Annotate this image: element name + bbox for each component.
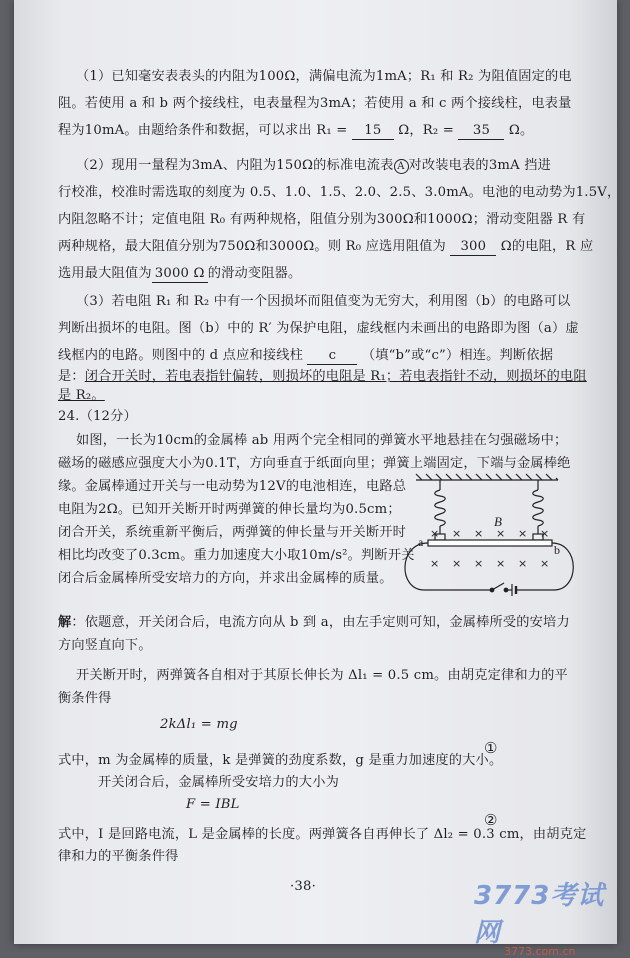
solution-line1 xyxy=(58,614,570,631)
metal-rod xyxy=(428,540,552,546)
field-label-b: B xyxy=(494,514,502,529)
part3-line2: 判断出损坏的电阻。图（b）中的 R′ 为保护电阻，虚线框内未画出的电路即为图（a）虚 xyxy=(58,321,579,336)
answer-point: c xyxy=(307,347,357,365)
svg-text:×: × xyxy=(518,527,528,540)
answer-rmax: 3000 Ω xyxy=(152,265,208,283)
q24-line: 电阻为2Ω。已知开关断开时两弹簧的伸长量均为0.5cm； xyxy=(58,502,401,517)
solution-line7: 式中，I 是回路电流，L 是金属棒的长度。两弹簧各自再伸长了 Δl₂ = 0.3 cm，由胡克定 xyxy=(58,827,587,842)
spring-rod-circuit-figure xyxy=(394,470,574,610)
svg-text:×: × xyxy=(452,527,462,540)
answer-basis-2: 是 R₂。 xyxy=(58,388,105,403)
solution-line1-text: ：依题意，开关闭合后，电流方向从 b 到 a，由左手定则可知，金属棒所受的安培力 xyxy=(71,615,570,630)
solution-line8: 律和力的平衡条件得 xyxy=(58,849,179,864)
equation-1-number: ① xyxy=(484,739,498,757)
part2-line1 xyxy=(76,157,551,174)
solution-line6: 开关闭合后，金属棒所受安培力的大小为 xyxy=(98,775,339,790)
q24-line: 如图，一长为10cm的金属棒 ab 用两个完全相同的弹簧水平地悬挂在匀强磁场中； xyxy=(76,433,568,448)
watermark-sub: 3773.com.cn xyxy=(504,945,576,958)
part3-line3 xyxy=(58,347,553,365)
equation-1: 2kΔl₁ = mg xyxy=(160,717,238,732)
part2-line4-post: Ω的电阻，R 应 xyxy=(500,239,594,254)
part1-line3-mid: Ω，R₂ = xyxy=(398,123,455,138)
part2-line1-pre: （2）现用一量程为3mA、内阻为150Ω的标准电流表 xyxy=(76,158,394,173)
part2-line5 xyxy=(58,265,301,283)
watermark-main: 3773考试网 xyxy=(474,881,605,948)
part2-line5-pre: 选用最大阻值为 xyxy=(58,266,152,281)
svg-text:×: × xyxy=(540,527,550,540)
svg-text:×: × xyxy=(518,557,528,570)
part1-line3-pre: 程为10mA。由题给条件和数据，可以求出 R₁ = xyxy=(58,123,348,138)
solution-line3: 开关断开时，两弹簧各自相对于其原长伸长为 Δl₁ = 0.5 cm。由胡克定律和力的平 xyxy=(76,668,568,683)
answer-r2: 35 xyxy=(458,122,504,140)
page-number: ·38· xyxy=(290,879,316,894)
equation-2-number: ② xyxy=(484,811,498,829)
svg-text:×: × xyxy=(430,557,440,570)
part3-line3-pre: 线框内的电路。则图中的 d 点应和接线柱 xyxy=(58,348,304,363)
part3-line4-pre: 是： xyxy=(58,369,85,384)
part1-line1: （1）已知毫安表表头的内阻为100Ω，满偏电流为1mA；R₁ 和 R₂ 为阻值固定的电 xyxy=(76,69,572,84)
answer-basis-1: 闭合开关时，若电表指针偏转，则损坏的电阻是 R₁；若电表指针不动，则损坏的电阻 xyxy=(84,369,587,384)
part1-line3 xyxy=(58,122,533,140)
part1-line3-post: Ω。 xyxy=(508,123,534,138)
part2-line4 xyxy=(58,238,593,256)
ammeter-symbol: A xyxy=(394,159,409,174)
svg-text:×: × xyxy=(540,557,550,570)
part3-line3-post: （填“b”或“c”）相连。判断依据 xyxy=(361,348,554,363)
exam-page xyxy=(14,0,621,958)
part2-line2: 行校准，校准时需选取的刻度为 0.5、1.0、1.5、2.0、2.5、3.0mA。电池的电动势为1.5V， xyxy=(58,185,621,200)
part1-line2: 阻。若使用 a 和 b 两个接线柱，电表量程为3mA；若使用 a 和 c 两个接线柱，电表量 xyxy=(58,96,572,111)
q24-header: 24.（12分） xyxy=(58,409,137,424)
q24-line: 闭合后金属棒所受安培力的方向，并求出金属棒的质量。 xyxy=(58,571,393,586)
part3-line4 xyxy=(58,368,587,385)
equation-2: F = IBL xyxy=(186,797,240,812)
svg-text:×: × xyxy=(496,527,506,540)
q24-line: 相比均改变了0.3cm。重力加速度大小取10m/s²。判断开关 xyxy=(58,548,415,563)
svg-text:×: × xyxy=(452,557,462,570)
switch xyxy=(490,583,510,592)
part2-line5-post: 的滑动变阻器。 xyxy=(207,266,302,281)
part2-line3: 内阻忽略不计；定值电阻 R₀ 有两种规格，阻值分别为300Ω和1000Ω；滑动变阻器 R 有 xyxy=(58,212,586,227)
end-label-b: b xyxy=(554,543,560,557)
svg-text:×: × xyxy=(474,527,484,540)
field-cross-marks xyxy=(430,527,549,570)
answer-r1: 15 xyxy=(352,122,394,140)
battery xyxy=(510,584,518,596)
end-label-a: a xyxy=(418,535,424,549)
part2-line4-pre: 两种规格，最大阻值分别为750Ω和3000Ω。则 R₀ 应选用阻值为 xyxy=(58,239,446,254)
site-watermark xyxy=(474,875,617,958)
q24-line: 闭合开关，系统重新平衡后，两弹簧的伸长量与开关断开时 xyxy=(58,525,407,540)
part2-line1-post: 对改装电表的3mA 挡进 xyxy=(408,158,552,173)
q24-line: 缘。金属棒通过开关与一电动势为12V的电池相连，电路总 xyxy=(58,479,407,494)
ceiling-support xyxy=(416,474,558,480)
svg-text:×: × xyxy=(474,557,484,570)
solution-line5: 式中，m 为金属棒的质量，k 是弹簧的劲度系数，g 是重力加速度的大小。 xyxy=(58,753,503,768)
part3-line1: （3）若电阻 R₁ 和 R₂ 中有一个因损坏而阻值变为无穷大，利用图（b）的电路可以 xyxy=(76,294,571,309)
svg-text:×: × xyxy=(430,527,440,540)
q24-line: 磁场的磁感应强度大小为0.1T，方向垂直于纸面向里；弹簧上端固定，下端与金属棒绝 xyxy=(58,456,571,471)
solution-label: 解 xyxy=(58,615,72,630)
solution-line4: 衡条件得 xyxy=(58,691,112,706)
svg-text:×: × xyxy=(496,557,506,570)
solution-line2: 方向竖直向下。 xyxy=(58,638,152,653)
answer-r0: 300 xyxy=(450,238,496,256)
